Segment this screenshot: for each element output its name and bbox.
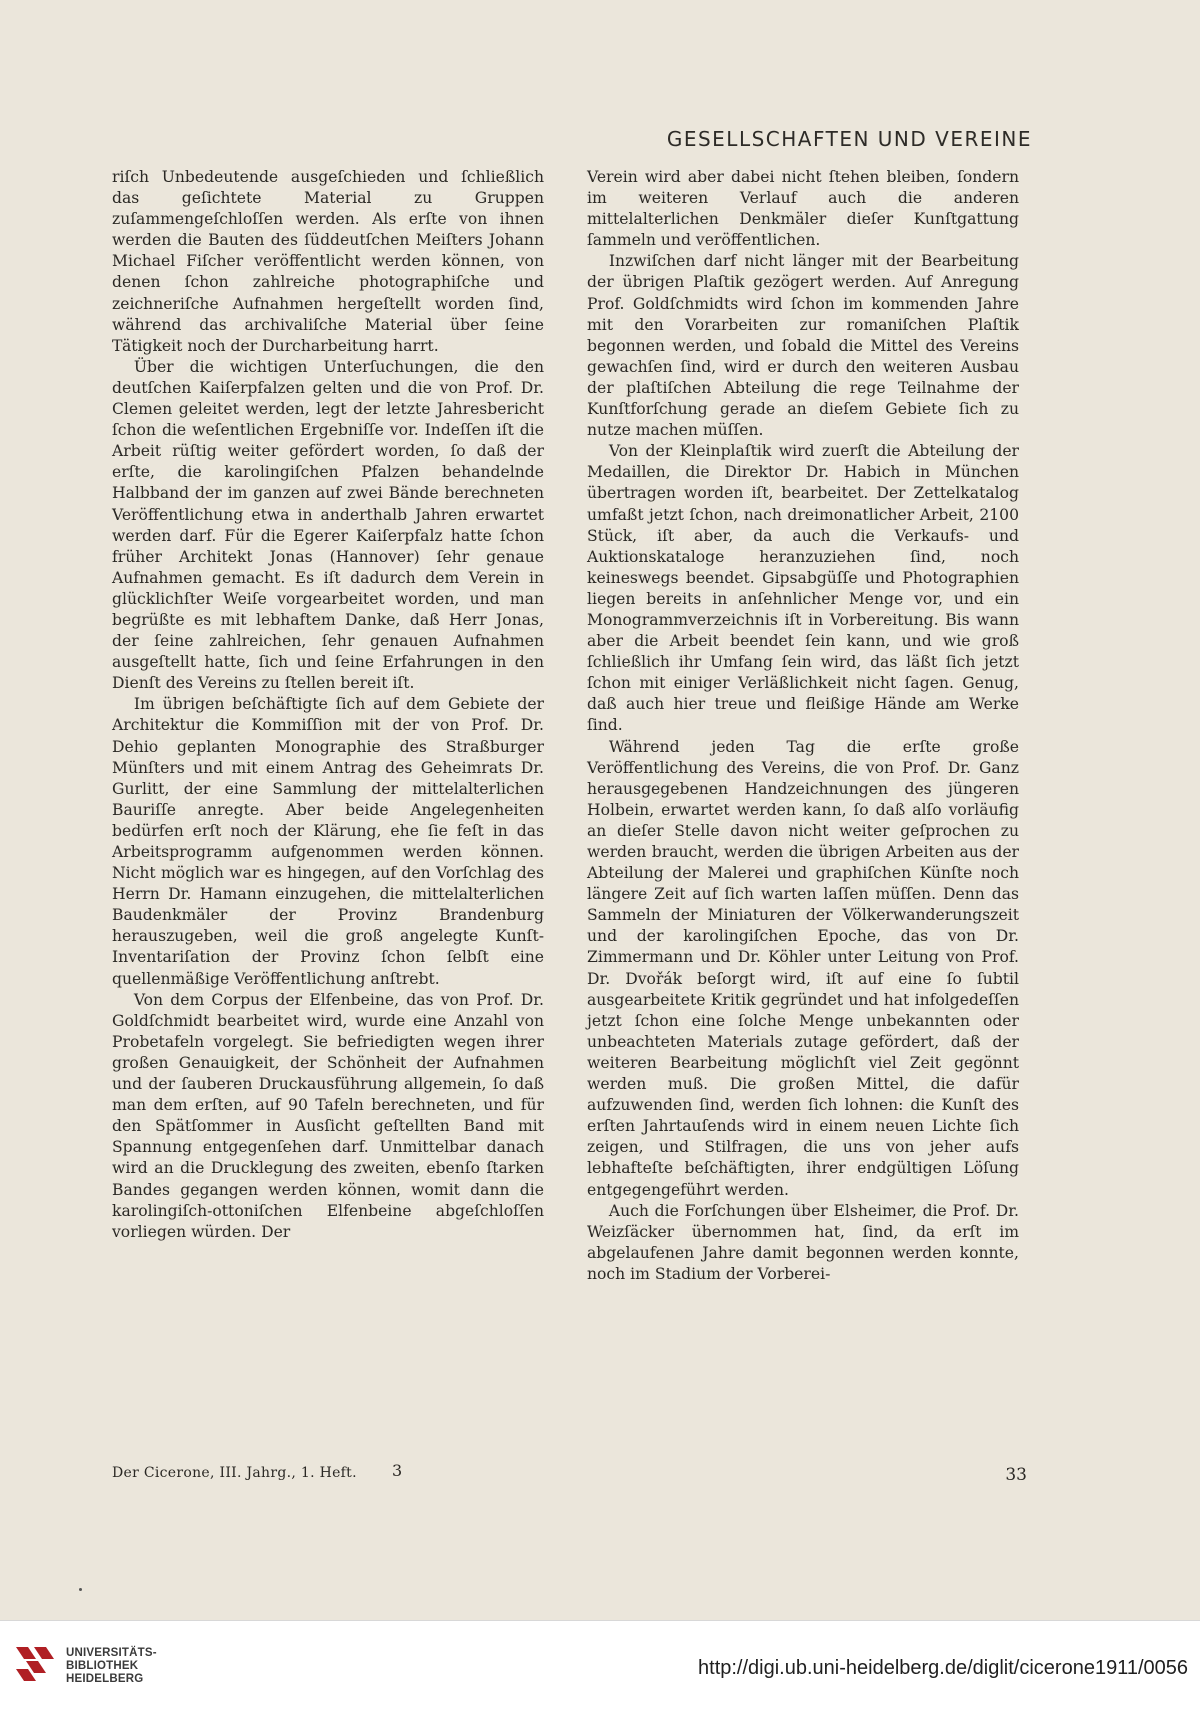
- paragraph: Über die wichtigen Unterſuchungen, die den deutſchen Kaiſerpfalzen gelten und die von Prof. Dr. Clemen geleitet werden, legt der letzte Jahresbericht ſchon die weſentlichen Ergebniſſe vor. Indeſſen iſt die Arbeit rüſtig weiter gefördert worden, ſo daß der erſte, die karolingiſchen Pfalzen behandelnde Halbband der im ganzen auf zwei Bände berechneten Veröffentlichung etwa in anderthalb Jahren erwartet werden darf. Für die Egerer Kaiſerpfalz hatte ſchon früher Architekt Jonas (Hannover) ſehr genaue Aufnahmen gemacht. Es iſt dadurch dem Verein in glücklichſter Weiſe vorgearbeitet worden, und man begrüßte es mit lebhaftem Danke, daß Herr Jonas, der ſeine zahlreichen, ſehr genauen Aufnahmen ausgeſtellt hatte, ſich und ſeine Erfahrungen in den Dienſt des Vereins zu ſtellen bereit iſt.: [112, 357, 544, 693]
- journal-footer: Der Cicerone, III. Jahrg., 1. Heft.: [112, 1465, 357, 1481]
- university-library-logo-icon[interactable]: [14, 1643, 56, 1687]
- paragraph: Von dem Corpus der Elfenbeine, das von Prof. Dr. Goldſchmidt bearbeitet wird, wurde eine Anzahl von Probetafeln vorgelegt. Sie befriedigten wegen ihrer großen Genauigkeit, der Schönheit der Aufnahmen und der ſauberen Druckausführung allgemein, ſo daß man dem erſten, auf 90 Tafeln berechneten, und für den Spätſommer in Ausſicht geſtellten Band mit Spannung entgegenſehen darf. Unmittelbar danach wird an die Drucklegung des zweiten, ebenſo ſtarken Bandes gegangen werden können, womit dann die karolingiſch-ottoniſchen Elfenbeine abgeſchloſſen vorliegen würden. Der: [112, 990, 544, 1241]
- paragraph: Im übrigen beſchäftigte ſich auf dem Gebiete der Architektur die Kommiſſion mit der von Prof. Dr. Dehio geplanten Monographie des Straßburger Münſters und mit einem Antrag des Geheimrats Dr. Gurlitt, der eine Sammlung der mittelalterlichen Bauriſſe anregte. Aber beide Angelegenheiten bedürfen erſt noch der Klärung, ehe ſie feſt in das Arbeitsprogramm aufgenommen werden können. Nicht möglich war es hingegen, auf den Vorſchlag des Herrn Dr. Hamann einzugehen, die mittelalterlichen Baudenkmäler der Provinz Brandenburg herauszugeben, weil die groß angelegte Kunſt-Inventariſation der Provinz ſchon ſelbſt eine quellenmäßige Veröffentlichung anſtrebt.: [112, 695, 544, 988]
- running-head: GESELLSCHAFTEN UND VEREINE: [666, 127, 1032, 151]
- paragraph: Während jeden Tag die erſte große Veröffentlichung des Vereins, die von Prof. Dr. Ganz herausgegebenen Handzeichnungen des jüngeren Holbein, erwartet werden kann, ſo daß alſo vorläufig an dieſer Stelle davon nicht weiter geſprochen zu werden braucht, werden die übrigen Arbeiten aus der Abteilung der Malerei und graphiſchen Künſte noch längere Zeit auf ſich warten laſſen müſſen. Denn das Sammeln der Miniaturen der Völkerwanderungszeit und der karolingiſchen Epoche, das von Dr. Zimmermann und Dr. Köhler unter Leitung von Prof. Dr. Dvořák beſorgt wird, iſt auf eine ſo ſubtil ausgearbeitete Kritik gegründet und hat infolgedeſſen jetzt ſchon eine ſolche Menge unbekannten oder unbeachteten Materials zutage gefördert, daß der weiteren Bearbeitung möglichſt viel Zeit gegönnt werden muß. Die großen Mittel, die dafür aufzuwenden ſind, werden ſich lohnen: die Kunſt des erſten Jahrtauſends wird in einem neuen Lichte ſich zeigen, und Stilfragen, die uns von jeher aufs lebhafteſte beſchäftigten, ihrer endgültigen Löſung entgegengeführt werden.: [587, 737, 1019, 1199]
- paragraph: Inzwiſchen darf nicht länger mit der Bearbeitung der übrigen Plaſtik gezögert werden. Auf Anregung Prof. Goldſchmidts wird ſchon im kommenden Jahre mit den Vorarbeiten zur romaniſchen Plaſtik begonnen werden, und ſobald die Mittel des Vereins gewachſen ſind, wird er durch den weiteren Ausbau der plaſtiſchen Abteilung die rege Teilnahme der Kunſtforſchung gerade an dieſem Gebiete ſich zu nutze machen müſſen.: [587, 252, 1019, 440]
- institution-line: BIBLIOTHEK: [66, 1660, 139, 1672]
- institution-name: [66, 1647, 157, 1686]
- source-url-link[interactable]: http://digi.ub.uni-heidelberg.de/diglit/cicerone1911/0056: [698, 1657, 1188, 1679]
- institution-line: HEIDELBERG: [66, 1673, 144, 1685]
- paragraph: Von der Kleinplaſtik wird zuerſt die Abteilung der Medaillen, die Direktor Dr. Habich in München übertragen worden iſt, bearbeitet. Der Zettelkatalog umfaßt jetzt ſchon, nach dreimonatlicher Arbeit, 2100 Stück, iſt aber, da auch die Verkaufs- und Auktionskataloge heranzuziehen ſind, noch keineswegs beendet. Gipsabgüſſe und Photographien liegen bereits in anſehnlicher Menge vor, und ein Monogrammverzeichnis iſt in Vorbereitung. Bis wann aber die Arbeit beendet ſein kann, und wie groß ſchließlich ihr Umfang ſein wird, das läßt ſich jetzt ſchon mit einiger Verläßlichkeit nicht ſagen. Genug, daß auch hier treue und fleißige Hände am Werke ſind.: [587, 442, 1019, 735]
- paragraph: Verein wird aber dabei nicht ſtehen bleiben, ſondern im weiteren Verlauf auch die anderen mittelalterlichen Denkmäler dieſer Kunſtgattung ſammeln und veröffentlichen.: [587, 168, 1019, 250]
- left-column: [112, 167, 544, 1243]
- institution-line: UNIVERSITÄTS-: [66, 1647, 157, 1659]
- page-number: 33: [1005, 1465, 1027, 1485]
- paper-speck: [79, 1588, 82, 1591]
- right-column: [587, 167, 1019, 1285]
- paragraph: riſch Unbedeutende ausgeſchieden und ſchließlich das geſichtete Material zu Gruppen zuſammengeſchloſſen werden. Als erſte von ihnen werden die Bauten des ſüddeutſchen Meiſters Johann Michael Fiſcher veröffentlicht werden können, von denen ſchon zahlreiche photographiſche und zeichneriſche Aufnahmen hergeſtellt worden ſind, während das archivaliſche Material über ſeine Tätigkeit noch der Durcharbeitung harrt.: [112, 168, 544, 355]
- library-banner: [0, 1620, 1200, 1720]
- signature-mark: 3: [392, 1461, 403, 1480]
- paragraph: Auch die Forſchungen über Elsheimer, die Prof. Dr. Weizſäcker übernommen hat, ſind, da erſt im abgelaufenen Jahre damit begonnen werden konnte, noch im Stadium der Vorberei-: [587, 1201, 1019, 1283]
